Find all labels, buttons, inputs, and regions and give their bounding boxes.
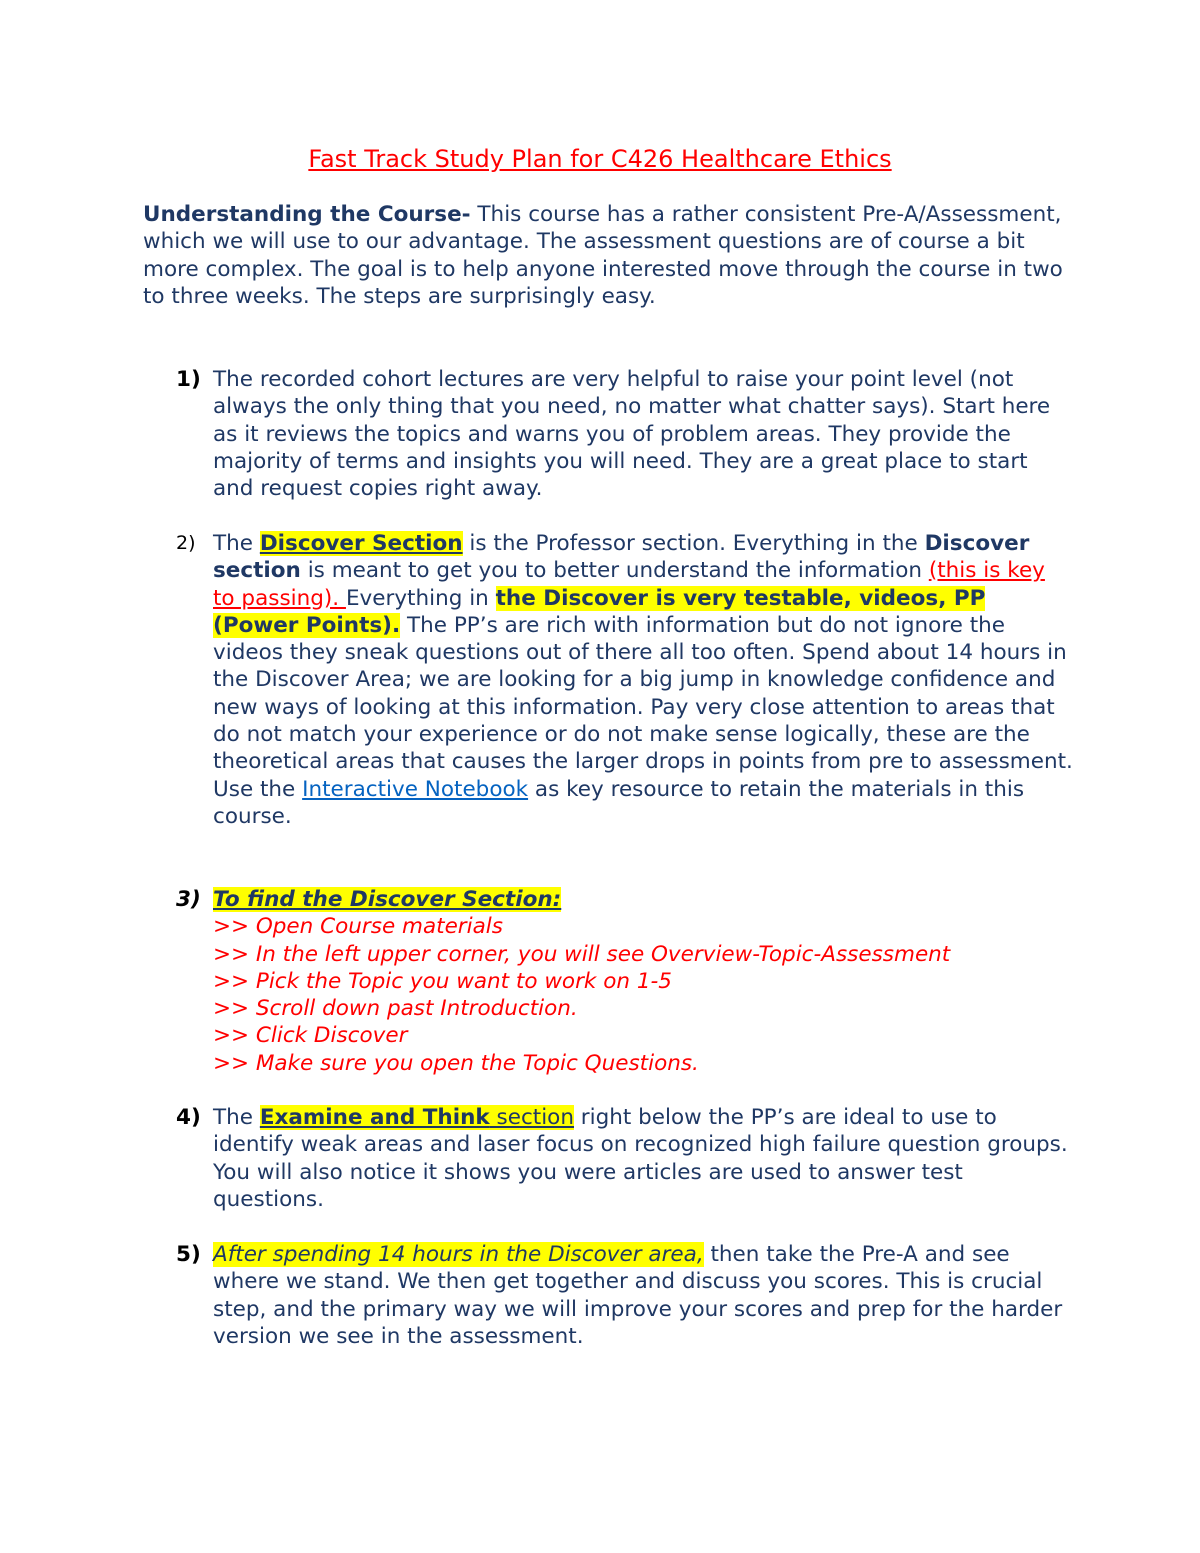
intro-paragraph — [143, 201, 1063, 310]
list-number-3: 3) — [176, 887, 201, 912]
item2-text-f: as key resource to retain the materials in this course. — [213, 776, 1025, 829]
item2-text-a: The — [213, 531, 260, 556]
interactive-notebook-link[interactable]: Interactive Notebook — [302, 776, 529, 802]
list-item-5-text — [213, 1241, 1073, 1350]
discover-section-bold: Discover section — [213, 531, 1030, 584]
item4-text-a: The — [213, 1105, 260, 1130]
list-number-2: 2) — [176, 532, 196, 554]
item4-text-b: right below the PP’s are ideal to use to identify weak areas and laser focus on recognized high failure question groups. You will also notice it shows you were articles are used to answer test questions. — [213, 1105, 1068, 1212]
examine-think-highlight: Examine and Think — [259, 1105, 490, 1130]
list-item-2-text — [213, 530, 1073, 830]
list-item-1 — [143, 366, 1073, 502]
list-item-2 — [143, 530, 1073, 830]
find-discover-heading: To find the Discover Section: — [213, 887, 562, 912]
item2-text-e: The PP’s are rich with information but do not ignore the videos they sneak questions out of there all too often. Spend about 14 hours in the Discover Area; we are looking for a big jump in knowledge confidence and new ways of looking at this information. Pay very close attention to areas that do not match your experience or do not make sense logically, these are the theoretical areas that causes the larger drops in points from pre to assessment. Use the — [213, 612, 1073, 802]
document-title: Fast Track Study Plan for C426 Healthcare Ethics — [308, 145, 892, 173]
list-item-4 — [143, 1104, 1073, 1213]
step-item: >> Click Discover — [213, 1023, 408, 1049]
item2-text-b: is the Professor section. Everything in the — [462, 531, 925, 556]
item5-text: then take the Pre-A and see where we stand. We then get together and discuss you scores. This is crucial step, and the primary way we will improve your scores and prep for the harder version we see in the assessment. — [213, 1242, 1063, 1349]
intro-heading: Understanding the Course- — [143, 202, 471, 227]
testable-highlight: the Discover is very testable, videos, PP (Power Points). — [213, 585, 986, 638]
list-item-5 — [143, 1241, 1073, 1350]
step-item: >> Scroll down past Introduction. — [213, 996, 578, 1022]
step-item: >> In the left upper corner, you will see Overview-Topic-Assessment — [213, 941, 951, 967]
item2-text-d: Everything in — [345, 585, 496, 611]
list-item-4-text — [213, 1104, 1073, 1213]
list-item-3 — [143, 886, 1073, 1077]
list-number-5: 5) — [176, 1242, 201, 1267]
intro-text: This course has a rather consistent Pre-A/Assessment, which we will use to our advantage. The assessment questions are of course a bit more complex. The goal is to help anyone interested move through the course in two to three weeks. The steps are surprisingly easy. — [143, 202, 1063, 309]
item2-text-c: is meant to get you to better understand the information — [300, 558, 929, 584]
list-number-4: 4) — [176, 1105, 201, 1130]
discover-section-highlight: Discover Section — [259, 531, 463, 556]
step-item: >> Pick the Topic you want to work on 1-5 — [213, 968, 672, 994]
discover-steps — [213, 913, 1073, 1077]
list-number-1: 1) — [176, 367, 201, 392]
step-item: >> Open Course materials — [213, 914, 503, 940]
list-item-1-text: The recorded cohort lectures are very helpful to raise your point level (not always the only thing that you need, no matter what chatter says). Start here as it reviews the topics and warns you of problem areas. They provide the majority of terms and insights you will need. They are a great place to start and request copies right away. — [213, 367, 1051, 502]
fourteen-hours-highlight: After spending 14 hours in the Discover area, — [213, 1242, 704, 1267]
step-item: >> Make sure you open the Topic Questions. — [213, 1050, 699, 1076]
section-word: section — [489, 1105, 574, 1130]
key-to-passing-note: (this is key to passing). — [213, 558, 1045, 611]
